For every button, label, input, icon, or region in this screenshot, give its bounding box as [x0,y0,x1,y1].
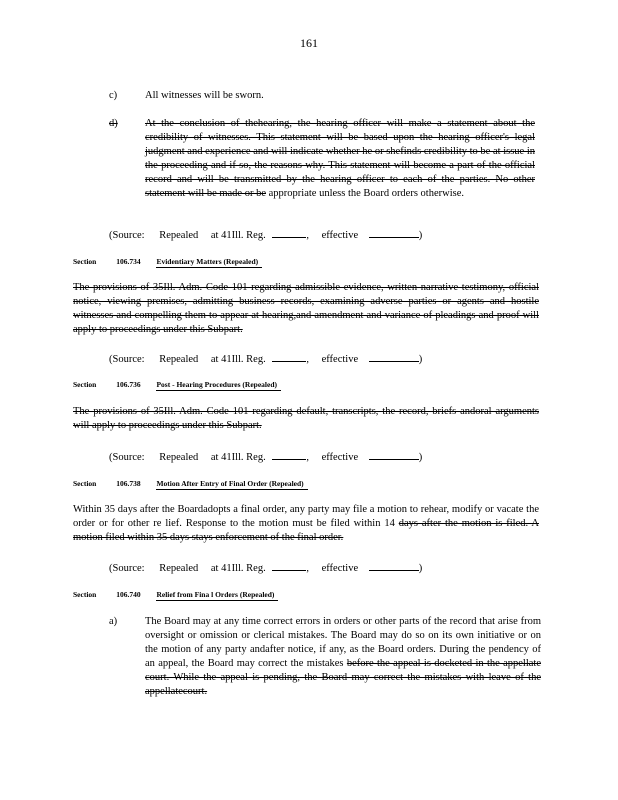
source-comma: , [306,354,309,365]
item-text [145,615,541,699]
retained-text: appropriate unless the Board orders otherwise. [268,188,464,199]
item-text: All witnesses will be sworn. [145,90,264,101]
blank-line [272,350,306,362]
source-note [109,350,422,367]
deleted-text: days after the motion is filed. A motion filed within 35 days stays enforcement of the final order. [73,518,539,543]
list-item-a [109,615,541,705]
blank-line [272,226,306,238]
section-number: 106.736 [116,380,141,389]
section-heading [73,590,278,601]
deleted-text: before the appeal is docketed in the appellate court. While the appeal is pending, the Board may correct the mistakes with leave of the appellatecourt. [145,658,542,697]
deleted-text: At the conclusion of thehearing, the hearing officer will make a statement about the credibility of witnesses. This statement will be based upon the hearing officer's legal judgment and experience and will indicate whether he or shefinds credibility to be at issue in the proceeding and if so, the reasons why. This statement will become a part of the official record and will be transmitted by the hearing officer to each of the parties. No other statement will be made or be [145,118,535,199]
section-title: Evidentiary Matters (Repealed) [156,257,262,268]
section-label: Section [73,590,97,599]
section-heading [73,257,262,268]
section-heading [73,479,308,490]
section-number: 106.738 [116,479,141,488]
list-item-d [109,117,539,215]
source-reg: at 41Ill. Reg. [210,563,266,574]
section-label: Section [73,257,97,266]
repealed-paragraph: The provisions of 35Ill. Adm. Code 101 regarding admissible evidence, written narrative testimony, official notice, viewing premises, admitting business records, examining adverse parties or agents and hostile witnesses and compelling them to appear at hearing,and amendment and variance of pleadings and proof will apply to proceedings under this Subpart. [73,282,539,335]
source-effective: effective [321,230,359,241]
source-note [109,559,422,576]
source-comma: , [306,563,309,574]
source-repealed: Repealed [159,354,199,365]
item-marker: c) [109,90,118,101]
repealed-paragraph: The provisions of 35Ill. Adm. Code 101 regarding default, transcripts, the record, briefs andoral arguments will apply to proceedings under this Subpart. [73,406,539,431]
source-prefix: (Source: [109,230,145,241]
source-prefix: (Source: [109,563,145,574]
item-marker: d) [109,118,118,129]
item-marker: a) [109,616,118,627]
page-number: 161 [300,36,318,50]
source-effective: effective [321,354,359,365]
source-effective: effective [321,563,359,574]
section-number: 106.740 [116,590,141,599]
section-label: Section [73,479,97,488]
list-item-c [109,89,539,103]
source-comma: , [306,230,309,241]
item-text [145,117,535,201]
retained-text: The Board may at any time correct errors in orders or other parts of the record that arise from oversight or omission or clerical mistakes. The Board may do so on its own initiative or on the motion of any party andafter notice, if any, as the Board orders. During the pendency of an appeal, the Board may correct the mistakes [145,616,541,669]
section-title: Relief from Fina l Orders (Repealed) [156,590,278,601]
section-label: Section [73,380,97,389]
source-repealed: Repealed [159,230,199,241]
section-heading [73,380,281,391]
source-repealed: Repealed [159,563,199,574]
section-title: Motion After Entry of Final Order (Repealed) [156,479,307,490]
source-repealed: Repealed [159,452,199,463]
blank-line [369,226,419,238]
source-reg: at 41Ill. Reg. [210,452,266,463]
source-close: ) [418,563,423,574]
source-prefix: (Source: [109,452,145,463]
blank-line [369,559,419,571]
section-number: 106.734 [116,257,141,266]
blank-line [272,559,306,571]
source-comma: , [306,452,309,463]
section-paragraph [73,503,539,545]
source-close: ) [418,230,423,241]
blank-line [369,448,419,460]
source-reg: at 41Ill. Reg. [210,354,266,365]
source-note [109,448,422,465]
source-note [109,226,422,243]
source-close: ) [418,354,423,365]
source-reg: at 41Ill. Reg. [210,230,266,241]
source-effective: effective [321,452,359,463]
source-close: ) [418,452,423,463]
source-prefix: (Source: [109,354,145,365]
section-title: Post - Hearing Procedures (Repealed) [156,380,281,391]
blank-line [272,448,306,460]
blank-line [369,350,419,362]
retained-text: Within 35 days after the Boardadopts a final order, any party may file a motion to rehear, modify or vacate the order or for other re lief. Response to the motion must be filed within 14 [73,504,539,529]
